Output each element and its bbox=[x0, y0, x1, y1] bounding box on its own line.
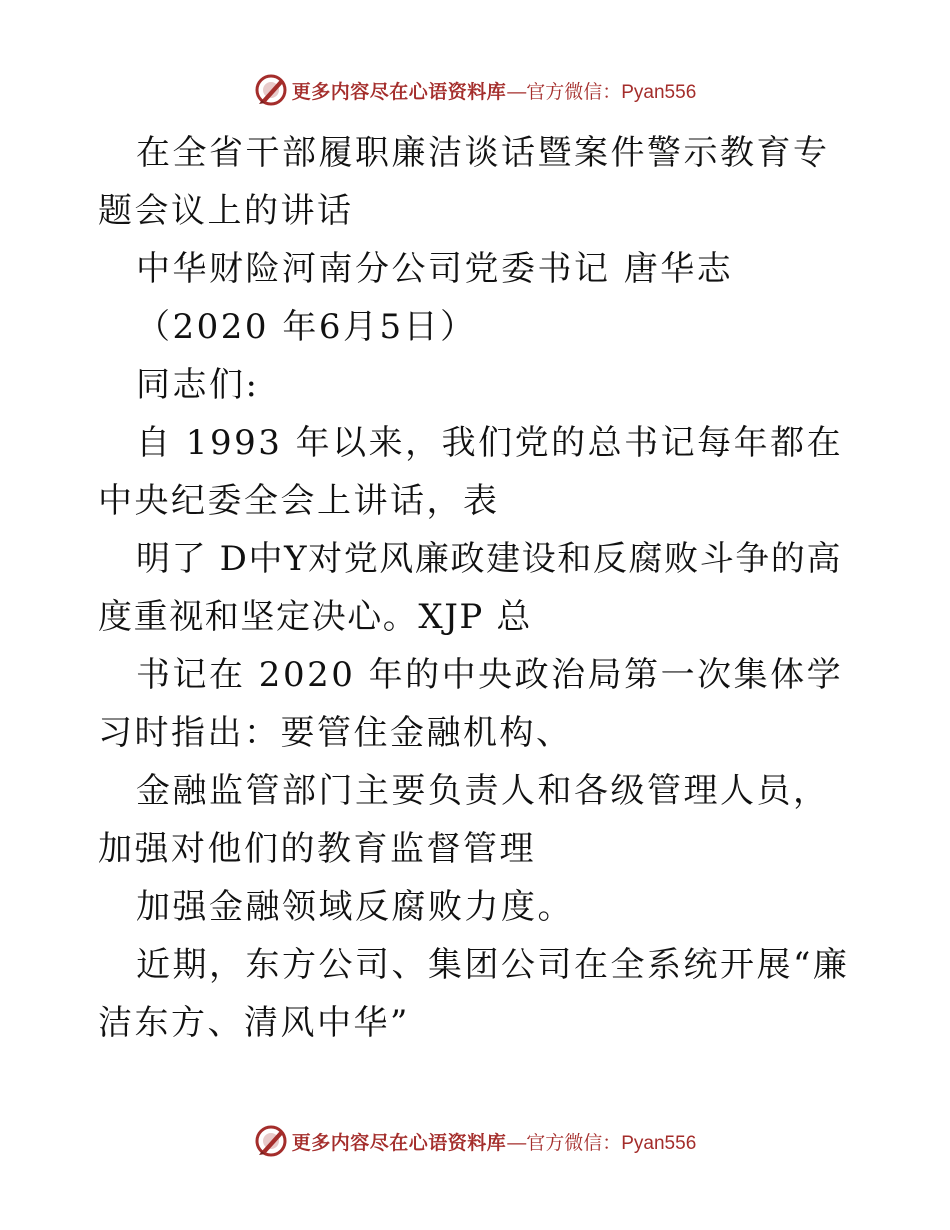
paragraph-title: 在全省干部履职廉洁谈话暨案件警示教育专题会议上的讲话 bbox=[98, 133, 830, 231]
paragraph-text: 明了 D中Y对党风廉政建设和反腐败斗争的高度重视和坚定决心。XJP 总 bbox=[98, 539, 843, 637]
pen-logo-icon bbox=[254, 73, 288, 107]
pen-logo-icon bbox=[254, 1124, 288, 1158]
paragraph-salutation: 同志们: bbox=[136, 365, 260, 405]
paragraph-text: 近期，东方公司、集团公司在全系统开展“廉洁东方、清风中华” bbox=[98, 945, 850, 1043]
footer-watermark-contact: —官方微信：Pyan556 bbox=[507, 1132, 697, 1154]
footer-watermark bbox=[0, 1121, 950, 1161]
header-watermark-text: 更多内容尽在心语资料库 bbox=[291, 80, 507, 103]
footer-watermark-text: 更多内容尽在心语资料库 bbox=[291, 1131, 507, 1154]
paragraph-date: （2020 年6月5日） bbox=[136, 307, 477, 347]
paragraph-text: 自 1993 年以来，我们党的总书记每年都在中央纪委全会上讲话，表 bbox=[98, 423, 844, 521]
header-watermark-contact: —官方微信：Pyan556 bbox=[507, 81, 697, 103]
paragraph-text: 书记在 2020 年的中央政治局第一次集体学习时指出：要管住金融机构、 bbox=[98, 655, 844, 753]
document-body bbox=[98, 124, 858, 1052]
paragraph-author: 中华财险河南分公司党委书记 唐华志 bbox=[136, 249, 734, 289]
paragraph-text: 加强金融领域反腐败力度。 bbox=[136, 887, 574, 927]
paragraph-text: 金融监管部门主要负责人和各级管理人员，加强对他们的教育监督管理 bbox=[98, 771, 830, 869]
header-watermark bbox=[0, 70, 950, 110]
